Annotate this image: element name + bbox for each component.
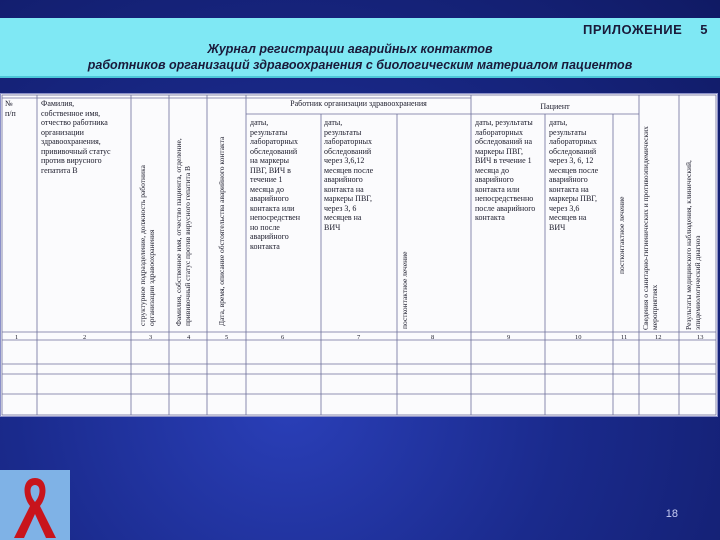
col-num-9: 9	[507, 334, 511, 341]
col-num-7: 7	[357, 334, 361, 341]
col-patient-tests-before-header: даты, результаты лабораторных обследований на маркеры ПВГ, ВИЧ в течение 1 месяца до аварийного контакта или непосредственно после аварийного контакта	[475, 118, 536, 222]
page-number: 18	[665, 508, 678, 520]
col-num-6: 6	[281, 334, 285, 341]
group-worker-header: Работник организации здравоохранения	[290, 99, 427, 108]
col-num-8: 8	[431, 334, 435, 341]
journal-title-line1: Журнал регистрации аварийных контактов	[207, 42, 493, 56]
col-incident-header: Дата, время, описание обстоятельства аварийного контакта	[217, 136, 226, 326]
col-patient-treatment-header: постконтактное лечение	[617, 196, 626, 274]
appendix-text: ПРИЛОЖЕНИЕ	[583, 22, 683, 37]
col-num-1: 1	[15, 334, 19, 341]
col-observation-results-header: Результаты медицинского наблюдения, клинический, эпидемиологический диагноз	[684, 160, 702, 330]
col-department-header: структурное подразделение, должность работника организации здравоохранения	[138, 165, 156, 326]
col-worker-tests-before-header: даты, результаты лабораторных обследований на маркеры ПВГ, ВИЧ в течение 1 месяца до аварийного контакта или непосредствен но после аварийного контакта	[250, 118, 300, 251]
col-sanitary-measures-header: Сведения о санитарно-гигиенических и противоэпидемических мероприятиях	[641, 126, 659, 330]
col-number-header: № п/п	[5, 99, 16, 118]
appendix-number: 5	[700, 22, 708, 37]
col-num-10: 10	[575, 334, 582, 341]
col-worker-treatment-header: постконтактное лечение	[400, 251, 409, 329]
aids-awareness-ribbon-icon	[0, 470, 70, 540]
appendix-label	[583, 22, 708, 37]
col-patient-tests-after-header: даты, результаты лабораторных обследований через 3, 6, 12 месяцев после аварийного контакта на маркеры ПВГ, через 3,6 месяцев на ВИЧ	[549, 118, 599, 232]
journal-table	[0, 93, 718, 417]
journal-title-line2: работников организаций здравоохранения с биологическим материалом пациентов	[87, 58, 633, 72]
col-num-3: 3	[149, 334, 153, 341]
col-num-4: 4	[187, 334, 191, 341]
group-patient-header: Пациент	[540, 102, 570, 111]
col-patient-name-header: Фамилия, собственное имя, отчество пациента, отделение, прививочный статус против вирусного гепатита В	[174, 138, 192, 326]
col-worker-name-header: Фамилия, собственное имя, отчество работника организации здравоохранения, прививочный статус против вирусного гепатита В	[41, 99, 111, 175]
col-num-2: 2	[83, 334, 87, 341]
col-num-5: 5	[225, 334, 229, 341]
col-num-12: 12	[655, 334, 662, 341]
col-num-13: 13	[697, 334, 704, 341]
col-worker-tests-after-header: даты, результаты лабораторных обследований через 3,6,12 месяцев после аварийного контакта на маркеры ПВГ, через 3, 6 месяцев на ВИЧ	[324, 118, 374, 232]
col-num-11: 11	[621, 334, 628, 341]
